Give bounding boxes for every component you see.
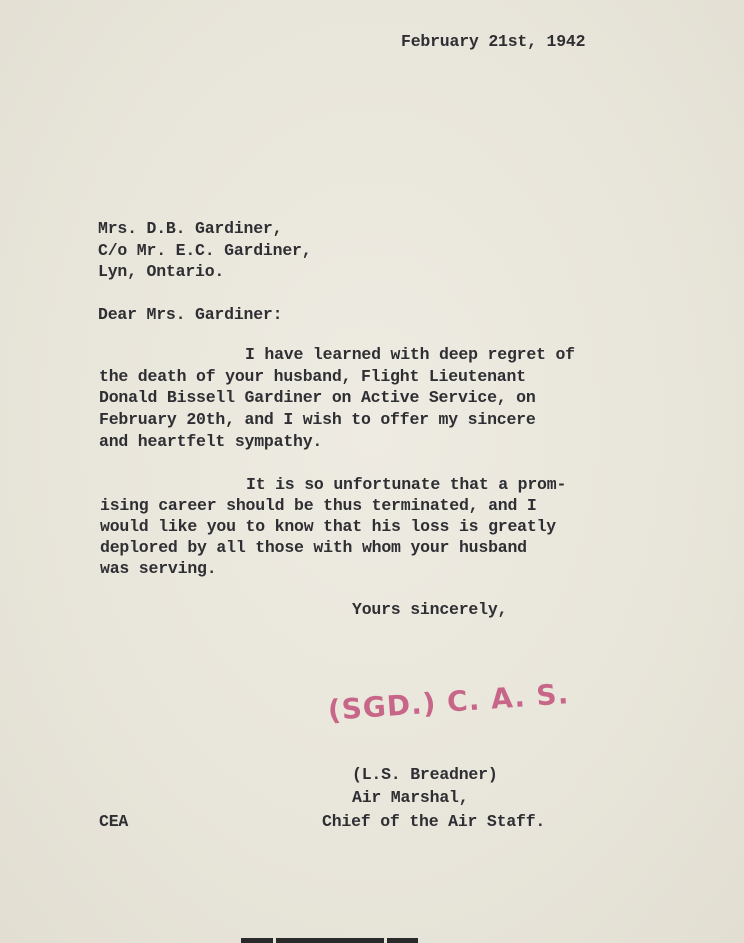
- letter-date: February 21st, 1942: [401, 32, 586, 51]
- paragraph-line: deplored by all those with whom your husband: [100, 538, 527, 557]
- recipient-line: Lyn, Ontario.: [98, 262, 225, 281]
- paragraph-line: February 20th, and I wish to offer my sincere: [99, 410, 536, 429]
- signed-stamp: (SGD.) C. A. S.: [326, 677, 571, 727]
- paragraph-line: would like you to know that his loss is greatly: [100, 517, 556, 536]
- recipient-line: Mrs. D.B. Gardiner,: [98, 219, 283, 238]
- scan-edge-mark: [241, 938, 273, 943]
- closing: Yours sincerely,: [352, 600, 508, 619]
- typist-initials: CEA: [99, 812, 129, 831]
- paragraph-line: ising career should be thus terminated, and I: [100, 496, 537, 515]
- paragraph-line: It is so unfortunate that a prom-: [246, 475, 567, 494]
- paragraph-line: I have learned with deep regret of: [245, 345, 575, 364]
- signature-line: Air Marshal,: [352, 788, 469, 807]
- paragraph-line: Donald Bissell Gardiner on Active Service, on: [99, 388, 536, 407]
- paragraph-line: was serving.: [100, 559, 217, 578]
- signature-line: (L.S. Breadner): [352, 765, 498, 784]
- signature-line: Chief of the Air Staff.: [322, 812, 546, 831]
- scan-edge-mark: [276, 938, 384, 943]
- salutation: Dear Mrs. Gardiner:: [98, 305, 283, 324]
- paragraph-line: and heartfelt sympathy.: [99, 432, 323, 451]
- recipient-line: C/o Mr. E.C. Gardiner,: [98, 241, 312, 260]
- paragraph-line: the death of your husband, Flight Lieutenant: [99, 367, 526, 386]
- scan-edge-mark: [387, 938, 418, 943]
